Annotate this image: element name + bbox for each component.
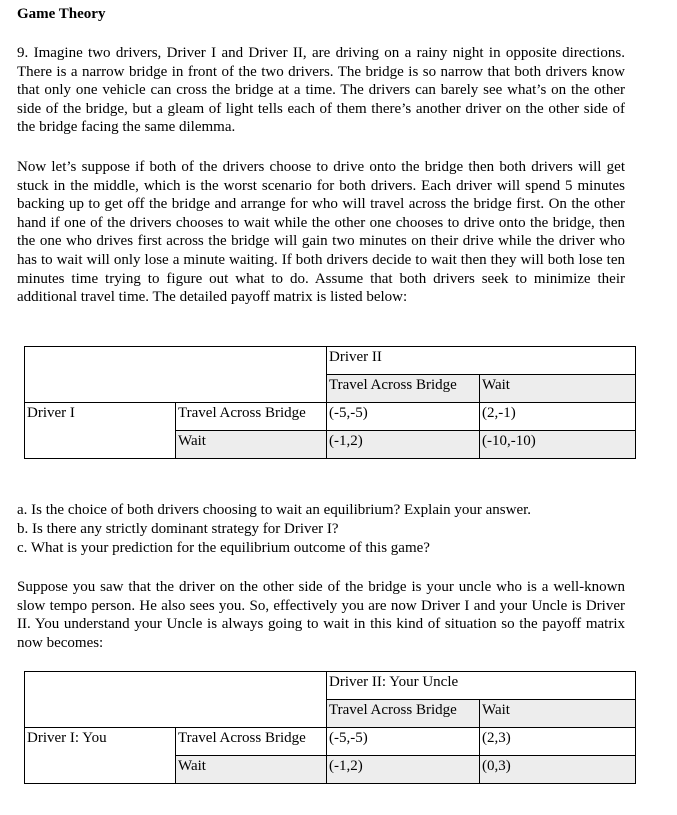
payoff-matrix-1: [24, 346, 636, 459]
table1-cell-wait-travel: (-1,2): [327, 431, 480, 459]
uncle-scenario-paragraph: Suppose you saw that the driver on the other side of the bridge is your uncle who is a well-known slow tempo person. He also sees you. So, effectively you are now Driver I and your Uncle is Driver II. You understand your Uncle is always going to wait in this kind of situation so the payoff matrix now becomes:: [17, 579, 625, 651]
table1-col-player: Driver II: [327, 347, 636, 375]
table1-row-strategy-wait: Wait: [176, 431, 327, 459]
table1-row-strategy-travel: Travel Across Bridge: [176, 403, 327, 431]
table1-col-strategy-travel: Travel Across Bridge: [327, 375, 480, 403]
table2-col-strategy-travel: Travel Across Bridge: [327, 700, 480, 728]
table1-cell-travel-wait: (2,-1): [480, 403, 636, 431]
table1-col-strategy-wait: Wait: [480, 375, 636, 403]
table2-cell-travel-wait: (2,3): [480, 728, 636, 756]
table2-row-strategy-travel: Travel Across Bridge: [176, 728, 327, 756]
table2-col-player: Driver II: Your Uncle: [327, 672, 636, 700]
table2-cell-travel-travel: (-5,-5): [327, 728, 480, 756]
scenario-paragraph: Now let’s suppose if both of the drivers choose to drive onto the bridge then both drivers will get stuck in the middle, which is the worst scenario for both drivers. Each driver will spend 5 minutes backing up to get off the bridge and arrange for who will travel across the bridge first. On the other hand if one of the drivers chooses to wait while the other one chooses to drive onto the bridge, then the one who drives first across the bridge will gain two minutes on their drive while the driver who has to wait will only lose a minute waiting. If both drivers decide to wait then they will both lose ten minutes time trying to figure out what to do. Assume that both drivers seek to minimize their additional travel time. The detailed payoff matrix is listed below:: [17, 159, 625, 306]
table2-row-strategy-wait: Wait: [176, 756, 327, 784]
table2-cell-wait-wait: (0,3): [480, 756, 636, 784]
question-c: c. What is your prediction for the equilibrium outcome of this game?: [17, 540, 430, 556]
table2-corner-cell: [25, 672, 327, 728]
table2-col-strategy-wait: Wait: [480, 700, 636, 728]
question-list: [17, 501, 637, 558]
table1-cell-wait-wait: (-10,-10): [480, 431, 636, 459]
table1-corner-cell: [25, 347, 327, 403]
problem-intro-paragraph: 9. Imagine two drivers, Driver I and Driver II, are driving on a rainy night in opposite directions. There is a narrow bridge in front of the two drivers. The bridge is so narrow that both drivers know that only one vehicle can cross the bridge at a time. The drivers can barely see what’s on the other side of the bridge, but a gleam of light tells each of them there’s another driver on the other side of the bridge facing the same dilemma.: [17, 45, 625, 136]
table1-cell-travel-travel: (-5,-5): [327, 403, 480, 431]
payoff-matrix-2: [24, 671, 636, 784]
page-title: Game Theory: [17, 6, 106, 22]
table1-row-player: Driver I: [25, 403, 176, 459]
question-a: a. Is the choice of both drivers choosing to wait an equilibrium? Explain your answer.: [17, 502, 532, 518]
question-b: b. Is there any strictly dominant strategy for Driver I?: [17, 521, 339, 537]
table2-cell-wait-travel: (-1,2): [327, 756, 480, 784]
table2-row-player: Driver I: You: [25, 728, 176, 784]
